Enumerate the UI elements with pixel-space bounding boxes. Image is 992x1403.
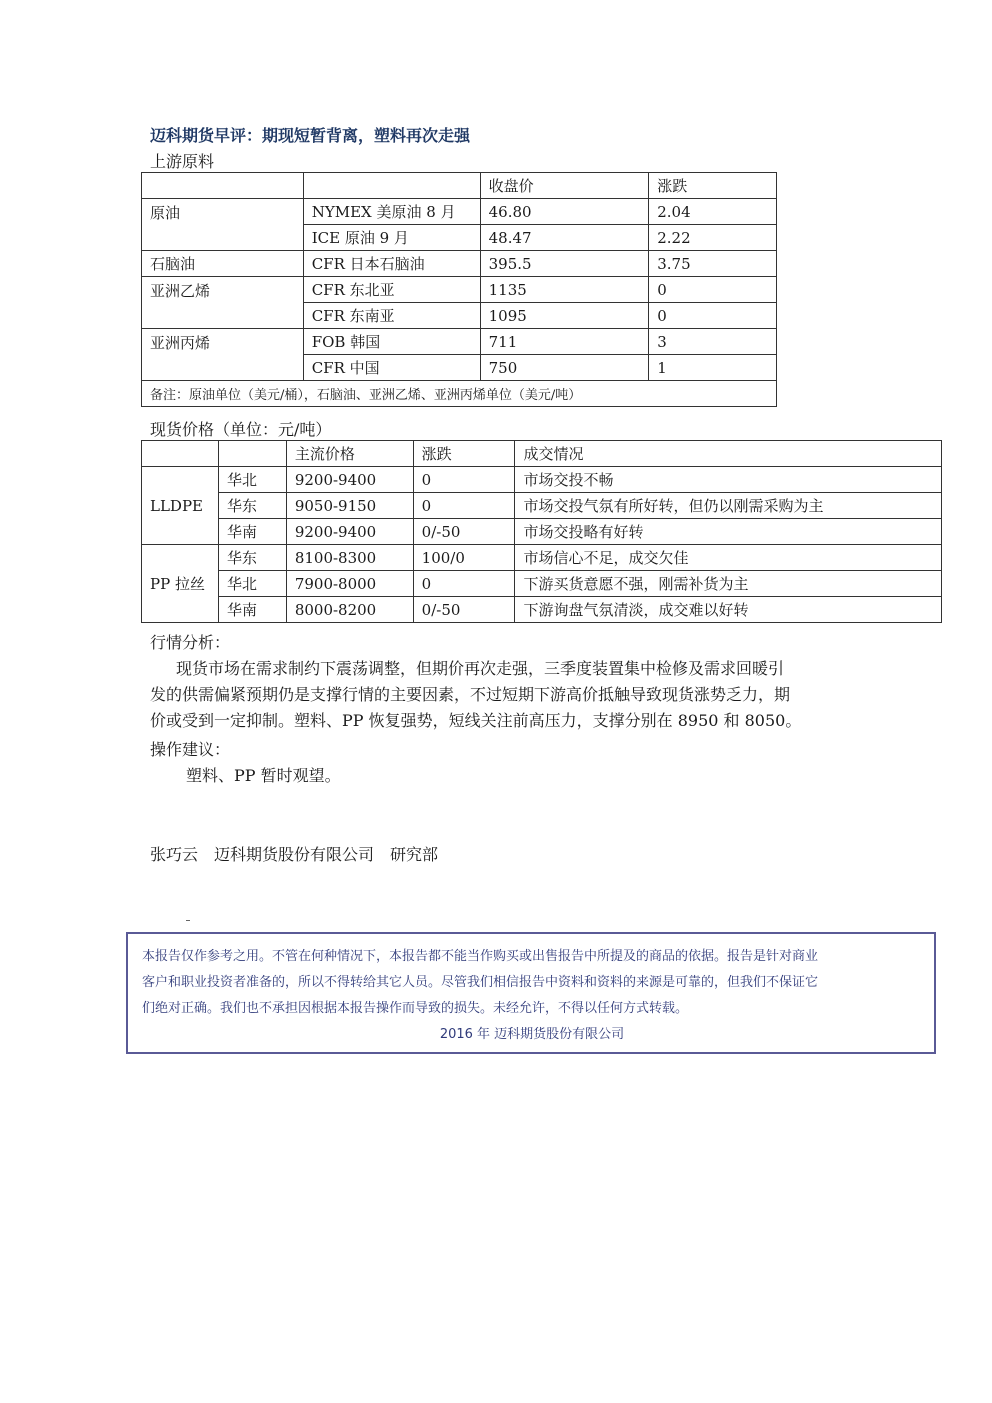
product-cell: PP 拉丝 [142,545,219,623]
change-cell: 3 [649,329,777,355]
table-row [142,329,777,355]
price-cell: 8000-8200 [286,597,413,623]
price-cell: 9200-9400 [286,467,413,493]
author-line: 张巧云 迈科期货股份有限公司 研究部 [150,845,439,864]
table-row [142,277,777,303]
status-cell: 市场信心不足，成交欠佳 [515,545,942,571]
name-cell: CFR 中国 [303,355,480,381]
price-cell: 46.80 [480,199,649,225]
region-cell: 华南 [218,597,286,623]
table-row [142,467,942,493]
table-row [142,571,942,597]
table-row [142,597,942,623]
upstream-section-label: 上游原料 [150,152,215,171]
header-cell [218,441,286,467]
header-cell [303,173,480,199]
disclaimer-footer: 2016 年 迈科期货股份有限公司 [439,1027,625,1042]
change-cell: 0 [413,493,515,519]
change-cell: 2.04 [649,199,777,225]
change-cell: 0 [413,571,515,597]
change-cell: 0/-50 [413,519,515,545]
header-cell [142,173,304,199]
name-cell: CFR 日本石脑油 [303,251,480,277]
price-cell: 48.47 [480,225,649,251]
table-row [142,251,777,277]
status-cell: 市场交投不畅 [515,467,942,493]
status-cell: 市场交投略有好转 [515,519,942,545]
header-cell: 涨跌 [413,441,515,467]
change-cell: 1 [649,355,777,381]
table-header-row [142,441,942,467]
region-cell: 华南 [218,519,286,545]
region-cell: 华东 [218,545,286,571]
group-cell: 原油 [142,199,304,251]
name-cell: FOB 韩国 [303,329,480,355]
table-row [142,199,777,225]
disclaimer-box [126,932,936,1054]
advice-text: 塑料、PP 暂时观望。 [186,766,341,785]
price-cell: 1095 [480,303,649,329]
analysis-label: 行情分析： [150,633,231,652]
price-cell: 9200-9400 [286,519,413,545]
upstream-table [141,172,777,407]
header-cell: 涨跌 [649,173,777,199]
price-cell: 8100-8300 [286,545,413,571]
advice-label: 操作建议： [150,740,231,759]
divider-mark [186,920,190,921]
group-cell: 石脑油 [142,251,304,277]
change-cell: 100/0 [413,545,515,571]
analysis-line: 价或受到一定抑制。塑料、PP 恢复强势，短线关注前高压力，支撑分别在 8950 和 8050。 [150,711,802,730]
status-cell: 下游询盘气氛清淡，成交难以好转 [515,597,942,623]
analysis-line: 现货市场在需求制约下震荡调整，但期价再次走强，三季度装置集中检修及需求回暖引 [176,659,785,678]
change-cell: 0/-50 [413,597,515,623]
price-cell: 711 [480,329,649,355]
price-cell: 9050-9150 [286,493,413,519]
group-cell: 亚洲乙烯 [142,277,304,329]
change-cell: 2.22 [649,225,777,251]
spot-section-label: 现货价格（单位：元/吨） [150,420,332,439]
report-title: 迈科期货早评：期现短暂背离，塑料再次走强 [150,126,471,145]
header-cell: 主流价格 [286,441,413,467]
table-row [142,493,942,519]
header-cell: 收盘价 [480,173,649,199]
price-cell: 750 [480,355,649,381]
spot-price-table [141,440,942,623]
table-header-row [142,173,777,199]
region-cell: 华北 [218,467,286,493]
disclaimer-line: 客户和职业投资者准备的，所以不得转给其它人员。尽管我们相信报告中资料和资料的来源是可靠的，但我们不保证它 [142,975,819,990]
change-cell: 0 [649,303,777,329]
region-cell: 华东 [218,493,286,519]
price-cell: 1135 [480,277,649,303]
disclaimer-line: 们绝对正确。我们也不承担因根据本报告操作而导致的损失。未经允许，不得以任何方式转载。 [142,1001,689,1016]
change-cell: 3.75 [649,251,777,277]
name-cell: NYMEX 美原油 8 月 [303,199,480,225]
status-cell: 下游买货意愿不强，刚需补货为主 [515,571,942,597]
table-row [142,519,942,545]
disclaimer-line: 本报告仅作参考之用。不管在何种情况下，本报告都不能当作购买或出售报告中所提及的商品的依据。报告是针对商业 [142,949,819,964]
analysis-line: 发的供需偏紧预期仍是支撑行情的主要因素，不过短期下游高价抵触导致现货涨势乏力，期 [150,685,791,704]
status-cell: 市场交投气氛有所好转，但仍以刚需采购为主 [515,493,942,519]
unit-note: 备注：原油单位（美元/桶），石脑油、亚洲乙烯、亚洲丙烯单位（美元/吨） [142,381,777,407]
table-note-row [142,381,777,407]
group-cell: 亚洲丙烯 [142,329,304,381]
product-cell: LLDPE [142,467,219,545]
change-cell: 0 [649,277,777,303]
name-cell: CFR 东北亚 [303,277,480,303]
header-cell [142,441,219,467]
region-cell: 华北 [218,571,286,597]
price-cell: 395.5 [480,251,649,277]
analysis-paragraph [150,656,850,734]
header-cell: 成交情况 [515,441,942,467]
table-row [142,545,942,571]
change-cell: 0 [413,467,515,493]
name-cell: CFR 东南亚 [303,303,480,329]
price-cell: 7900-8000 [286,571,413,597]
name-cell: ICE 原油 9 月 [303,225,480,251]
